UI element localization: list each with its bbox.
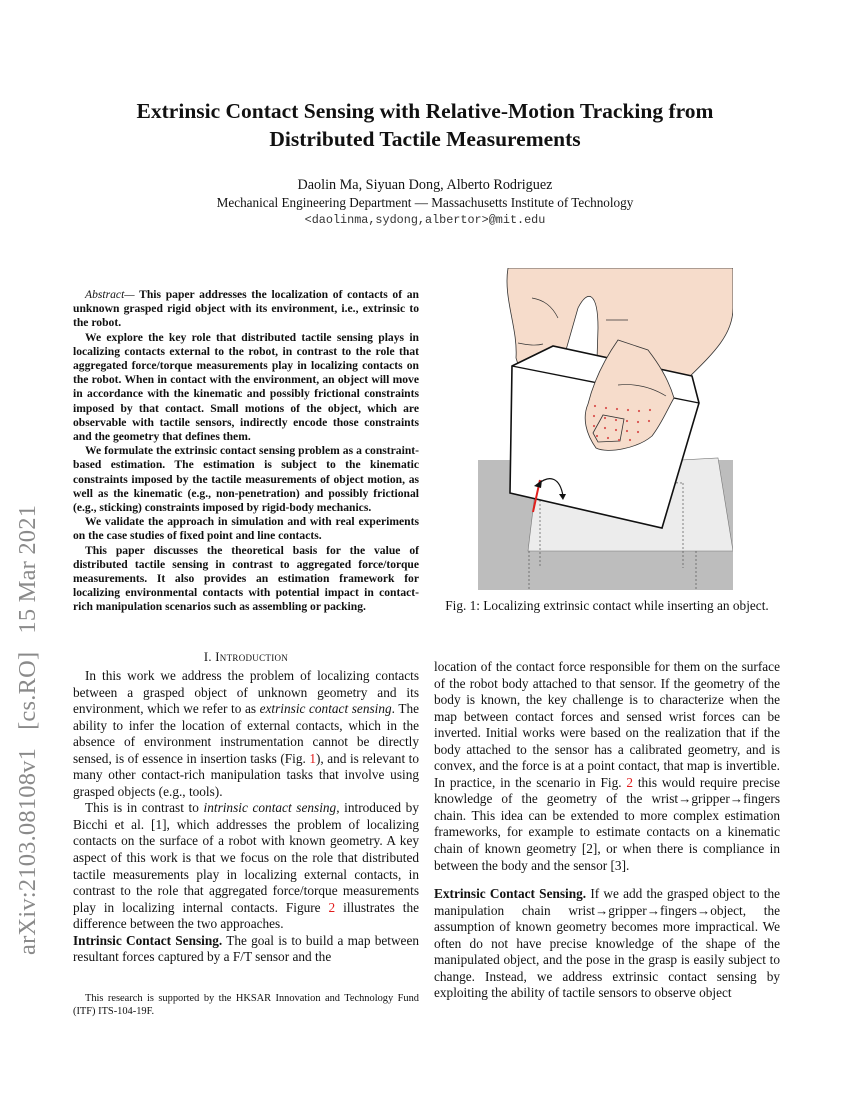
paper-title <box>60 97 790 153</box>
body-paragraph: location of the contact force responsible for them on the surface of the robot body attached to that sensor. If the geometry of the body is known, the key challenge is to characterize when the map between contact forces and sensed wrist forces can be inverted. Initial works were based on the realization that if the body attached to the sensor has a calibrated geometry, and is convex, and the force is at a point contact, that map is invertible. In practice, in the scenario in Fig. 2 this would require precise knowledge of the geometry of the wrist→gripper→fingers chain. This idea can be extended to more complex estimation frameworks, for example to estimate contacts on a kinematic chain of known geometry [2], or when there is compliance in between the body and the sensor [3]. <box>434 659 780 873</box>
figure-ref-link[interactable]: 1 <box>309 750 316 766</box>
authors: Daolin Ma, Siyuan Dong, Alberto Rodriguez <box>297 177 553 193</box>
abstract-paragraph: Abstract— This paper addresses the localization of contacts of an unknown grasped rigid object with its environment, i.e., extrinsic to the robot. <box>73 288 419 330</box>
abstract-paragraph: This paper discusses the theoretical basis for the value of distributed tactile sensing in contrast to aggregated force/torque measurements. It also provides an estimation framework for localizing environmental contacts with potential impact in contact-rich manipulation scenarios such as assembling or packing. <box>73 543 419 614</box>
figure-ref-link[interactable]: 2 <box>328 899 336 915</box>
paragraph-heading: Extrinsic Contact Sensing. <box>434 886 587 902</box>
arxiv-category: [cs.RO] <box>14 651 41 730</box>
body-paragraph: In this work we address the problem of localizing contacts between a grasped object of unknown geometry and its environment, which we refer to as extrinsic contact sensing. The ability to infer the location of external contacts, which in the absence of environment instrumentation cannot be directly sensed, is of essence in insertion tasks (Fig. 1), and is relevant to many other contact-rich manipulation tasks that involve using grasped objects (e.g., tools). <box>73 668 419 799</box>
abstract <box>73 288 419 615</box>
arxiv-stamp <box>14 487 42 955</box>
abstract-paragraph: We explore the key role that distributed tactile sensing plays in localizing contacts external to the robot, in contrast to the role that aggregated force/torque measurements play in localizing contacts on the robot. When in contact with the environment, an object will move in accordance with the kinematic and possibly frictional constraints imposed by that contact. Small motions of the object, which are observable with tactile sensors, indirectly encode those constraints and the geometry that defines them. <box>73 330 419 444</box>
insertion-illustration <box>478 268 733 590</box>
introduction-body <box>73 668 419 966</box>
section-heading-introduction: I. Introduction <box>203 650 289 664</box>
paragraph-heading: Intrinsic Contact Sensing. <box>73 932 223 948</box>
affiliation: Mechanical Engineering Department — Massachusetts Institute of Technology <box>216 195 634 210</box>
body-paragraph: Intrinsic Contact Sensing. The goal is to build a map between resultant forces captured by a F/T sensor and the <box>73 932 419 965</box>
footnote: This research is supported by the HKSAR Innovation and Technology Fund (ITF) ITS-104-19F. <box>73 993 419 1017</box>
figure-1 <box>478 268 733 590</box>
arxiv-date: 15 Mar 2021 <box>14 504 41 634</box>
arxiv-id: arXiv:2103.08108v1 <box>14 747 41 955</box>
body-paragraph: This is in contrast to intrinsic contact sensing, introduced by Bicchi et al. [1], which addresses the problem of localizing contacts on the surface of a robot with known geometry. A key aspect of this work is that we focus on the role that distributed tactile measurements play in localizing external contacts, in contrast to the role that aggregated force/torque measurements play in localizing internal contacts. Figure 2 illustrates the difference between the two approaches. <box>73 800 420 932</box>
body-paragraph: Extrinsic Contact Sensing. If we add the grasped object to the manipulation chain wrist→gripper→fingers→object, the assumption of known geometry becomes more impractical. We often do not have precise knowledge of the shape of the manipulated object, and the pose in the grasp is easily subject to change. Instead, we address extrinsic contact sensing by exploiting the ability of tactile sensors to observe object <box>434 886 780 1001</box>
title-line-2: Distributed Tactile Measurements <box>269 127 581 151</box>
title-line-1: Extrinsic Contact Sensing with Relative-Motion Tracking from <box>136 99 714 123</box>
abstract-paragraph: We validate the approach in simulation and with real experiments on the case studies of fixed point and line contacts. <box>73 515 419 543</box>
right-column-body <box>434 659 780 1002</box>
figure-ref-link[interactable]: 2 <box>626 774 634 790</box>
abstract-paragraph: We formulate the extrinsic contact sensing problem as a constraint-based estimation. The estimation is subject to the kinematic constraints imposed by the tactile measurements of object motion, as well as the kinematic (e.g., non-penetration) and possibly frictional (e.g., sticking) constraints imposed by rigid-body mechanics. <box>73 444 419 515</box>
abstract-label: Abstract <box>85 288 125 301</box>
figure-caption: Fig. 1: Localizing extrinsic contact while inserting an object. <box>445 598 769 613</box>
author-email: <daolinma,sydong,albertor>@mit.edu <box>304 213 546 227</box>
